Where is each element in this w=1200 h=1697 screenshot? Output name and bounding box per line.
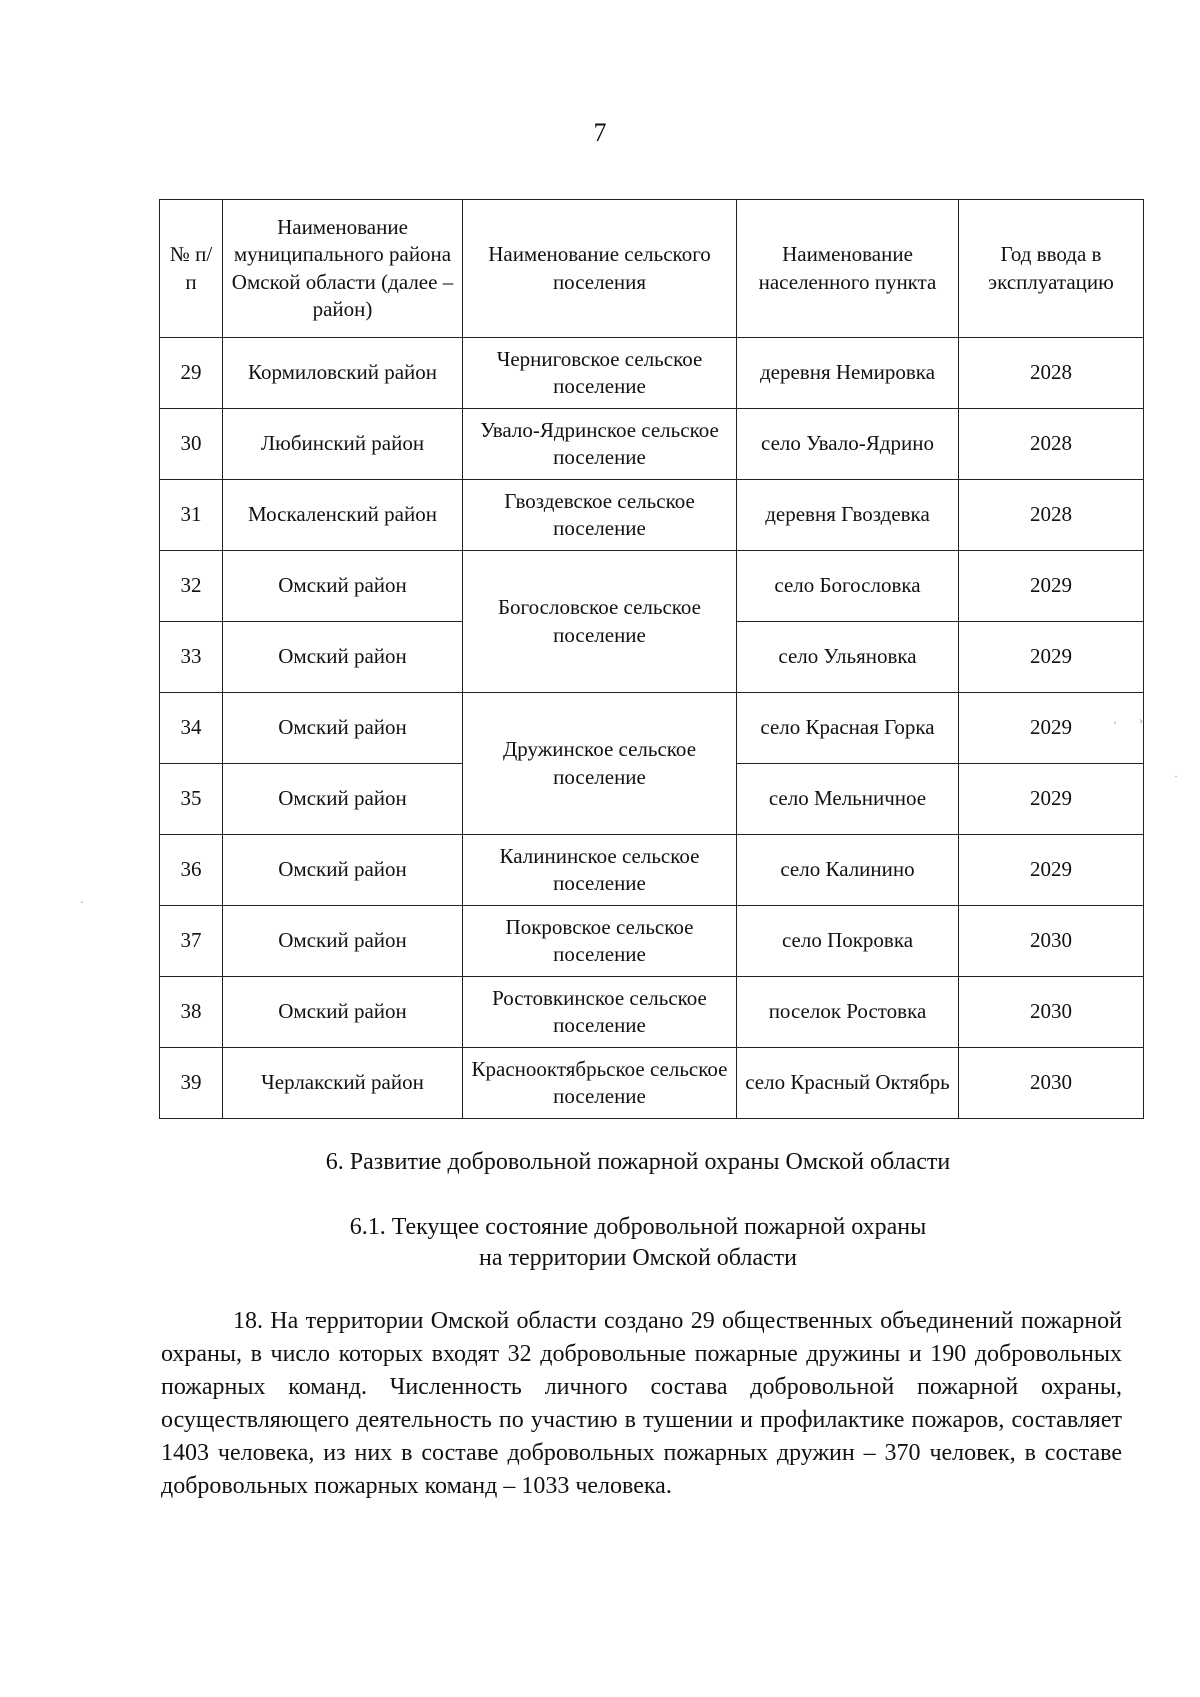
section-6-1-heading [0,1212,1200,1274]
settlements-table [159,199,1144,1119]
cell-number: 38 [160,977,223,1048]
cell-number: 33 [160,622,223,693]
cell-locality: деревня Немировка [737,338,959,409]
cell-settlement: Покровское сельское поселение [463,906,737,977]
cell-locality: деревня Гвоздевка [737,480,959,551]
cell-number: 32 [160,551,223,622]
cell-district: Любинский район [223,409,463,480]
cell-year: 2030 [959,1048,1144,1119]
cell-locality: село Красный Октябрь [737,1048,959,1119]
paragraph-18-text: 18. На территории Омской области создано 29 общественных объединений пожарной охраны, в число которых входят 32 добровольные пожарные дружины и 190 добровольных пожарных команд. Численность личного состава добровольной пожарной охраны, осуществляющего деятельность по участию в тушении и профилактике пожаров, составляет 1403 человека, из них в составе добровольных пожарных дружин – 370 человек, в составе добровольных пожарных команд – 1033 человека. [161,1308,1122,1499]
cell-number: 35 [160,764,223,835]
cell-number: 34 [160,693,223,764]
cell-district: Москаленский район [223,480,463,551]
cell-district: Омский район [223,906,463,977]
cell-year: 2029 [959,551,1144,622]
cell-settlement: Богословское сельское поселение [463,551,737,693]
cell-year: 2029 [959,622,1144,693]
header-year: Год ввода в эксплуатацию [959,200,1144,338]
cell-number: 36 [160,835,223,906]
table-row [160,409,1144,480]
cell-settlement: Гвоздевское сельское поселение [463,480,737,551]
cell-year: 2029 [959,764,1144,835]
table-row [160,1048,1144,1119]
cell-locality: село Покровка [737,906,959,977]
header-locality: Наименование населенного пункта [737,200,959,338]
table-header-row [160,200,1144,338]
section-6-1-heading-line2: на территории Омской области [478,1245,798,1272]
cell-year: 2029 [959,693,1144,764]
cell-district: Омский район [223,764,463,835]
cell-district: Омский район [223,693,463,764]
cell-year: 2028 [959,480,1144,551]
scan-speck: · [1174,769,1178,783]
cell-year: 2030 [959,906,1144,977]
cell-locality: село Ульяновка [737,622,959,693]
table-row [160,551,1144,622]
cell-year: 2028 [959,409,1144,480]
cell-number: 30 [160,409,223,480]
cell-locality: село Красная Горка [737,693,959,764]
cell-locality: село Калинино [737,835,959,906]
cell-number: 29 [160,338,223,409]
header-district: Наименование муниципального района Омской области (далее – район) [223,200,463,338]
cell-year: 2030 [959,977,1144,1048]
table-row [160,480,1144,551]
table-row [160,338,1144,409]
table-row [160,906,1144,977]
header-settlement: Наименование сельского поселения [463,200,737,338]
cell-district: Кормиловский район [223,338,463,409]
header-number: № п/п [160,200,223,338]
cell-locality: село Богословка [737,551,959,622]
scan-speck: · [80,895,84,909]
cell-settlement: Краснооктябрьское сельское поселение [463,1048,737,1119]
cell-district: Омский район [223,977,463,1048]
cell-locality: поселок Ростовка [737,977,959,1048]
cell-number: 37 [160,906,223,977]
cell-year: 2028 [959,338,1144,409]
cell-locality: село Увало-Ядрино [737,409,959,480]
cell-settlement: Дружинское сельское поселение [463,693,737,835]
cell-number: 39 [160,1048,223,1119]
table-row [160,977,1144,1048]
cell-settlement: Калининское сельское поселение [463,835,737,906]
cell-settlement: Увало-Ядринское сельское поселение [463,409,737,480]
scan-speck: ' [1114,718,1117,732]
cell-district: Омский район [223,622,463,693]
cell-district: Черлакский район [223,1048,463,1119]
paragraph-18 [161,1305,1122,1503]
table-row [160,693,1144,764]
cell-settlement: Черниговское сельское поселение [463,338,737,409]
page-number: 7 [593,118,607,147]
cell-number: 31 [160,480,223,551]
cell-district: Омский район [223,835,463,906]
cell-district: Омский район [223,551,463,622]
scan-speck: › [1139,713,1143,727]
cell-year: 2029 [959,835,1144,906]
table-row [160,835,1144,906]
section-6-heading: 6. Развитие добровольной пожарной охраны Омской области [325,1149,951,1175]
cell-locality: село Мельничное [737,764,959,835]
cell-settlement: Ростовкинское сельское поселение [463,977,737,1048]
section-6-1-heading-line1: 6.1. Текущее состояние добровольной пожарной охраны [349,1214,927,1240]
